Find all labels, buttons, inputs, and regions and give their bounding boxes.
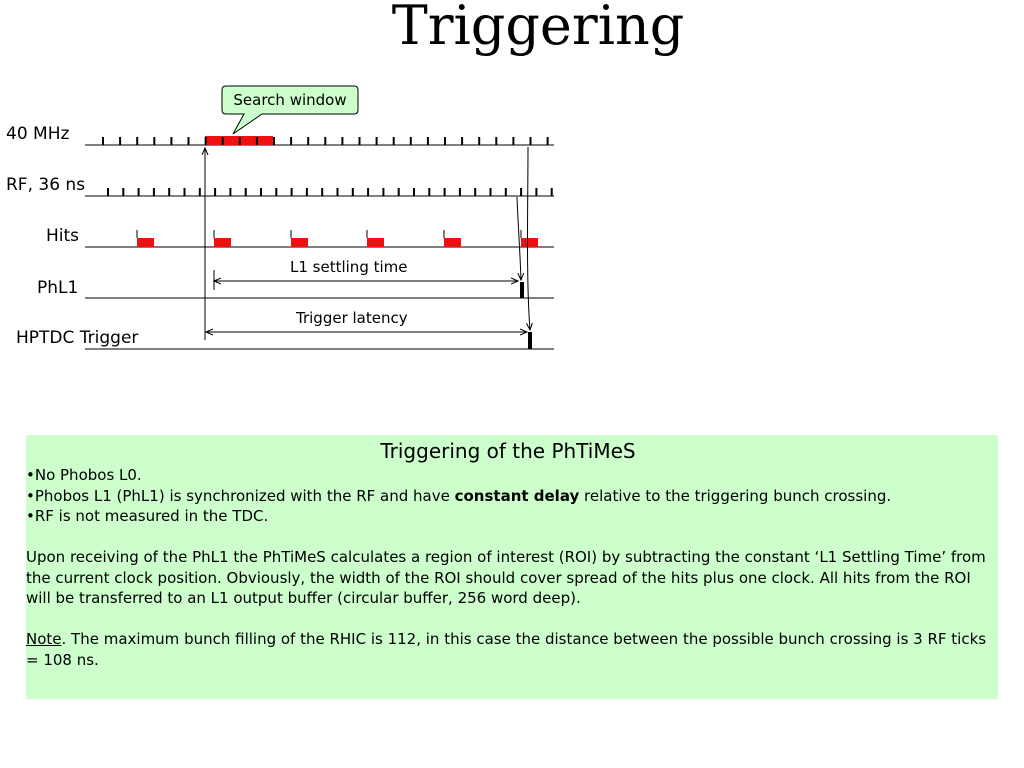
hit-pulse bbox=[291, 238, 308, 247]
hptdc-trigger-pulse bbox=[528, 332, 532, 349]
bullet-text: relative to the triggering bunch crossing. bbox=[579, 486, 892, 505]
settling-time-label: L1 settling time bbox=[290, 258, 408, 276]
roi-paragraph: Upon receiving of the PhL1 the PhTiMeS calculates a region of interest (ROI) by subtracting the constant ‘L1 Settling Time’ from the current clock position. Obviously, the width of the ROI should cover spread of the hits plus one clock. All hits from the ROI will be transferred to an L1 output buffer (circular buffer, 256 word deep). bbox=[26, 548, 986, 607]
signal-label-hptdc-trigger: HPTDC Trigger bbox=[16, 328, 139, 348]
bold-constant-delay: constant delay bbox=[454, 486, 580, 505]
hit-pulse bbox=[214, 238, 231, 247]
signal-label-40mhz: 40 MHz bbox=[6, 124, 70, 144]
bullet-no-l0: •No Phobos L0. bbox=[26, 466, 142, 484]
note-text: . The maximum bunch filling of the RHIC is 112, in this case the distance between the possible bunch crossing is 3 RF ticks = 108 ns. bbox=[26, 630, 987, 669]
trigger-latency-label: Trigger latency bbox=[296, 309, 408, 327]
description-box bbox=[26, 435, 998, 699]
search-window-label: Search window bbox=[233, 91, 347, 109]
signal-label-rf: RF, 36 ns bbox=[6, 175, 86, 195]
phl1-pulse bbox=[520, 282, 524, 298]
hit-pulse bbox=[444, 238, 461, 247]
clock-ticks-40mhz bbox=[103, 137, 548, 145]
hit-pulse bbox=[521, 238, 538, 247]
page-title: Triggering bbox=[391, 0, 685, 57]
bullet-rf-not-measured: •RF is not measured in the TDC. bbox=[26, 507, 269, 525]
clock-ticks-rf bbox=[108, 188, 552, 196]
hit-pulse bbox=[367, 238, 384, 247]
bullet-phl1-sync bbox=[26, 486, 990, 507]
rf-to-phl1-arrow bbox=[517, 197, 521, 280]
signal-label-phl1: PhL1 bbox=[37, 278, 79, 298]
hit-pulse bbox=[137, 238, 154, 247]
signal-label-hits: Hits bbox=[46, 226, 80, 246]
description-heading: Triggering of the PhTiMeS bbox=[380, 439, 636, 463]
note-paragraph bbox=[26, 629, 990, 670]
bullet-text: •Phobos L1 (PhL1) is synchronized with the RF and have bbox=[26, 486, 455, 505]
note-label: Note bbox=[26, 630, 62, 648]
